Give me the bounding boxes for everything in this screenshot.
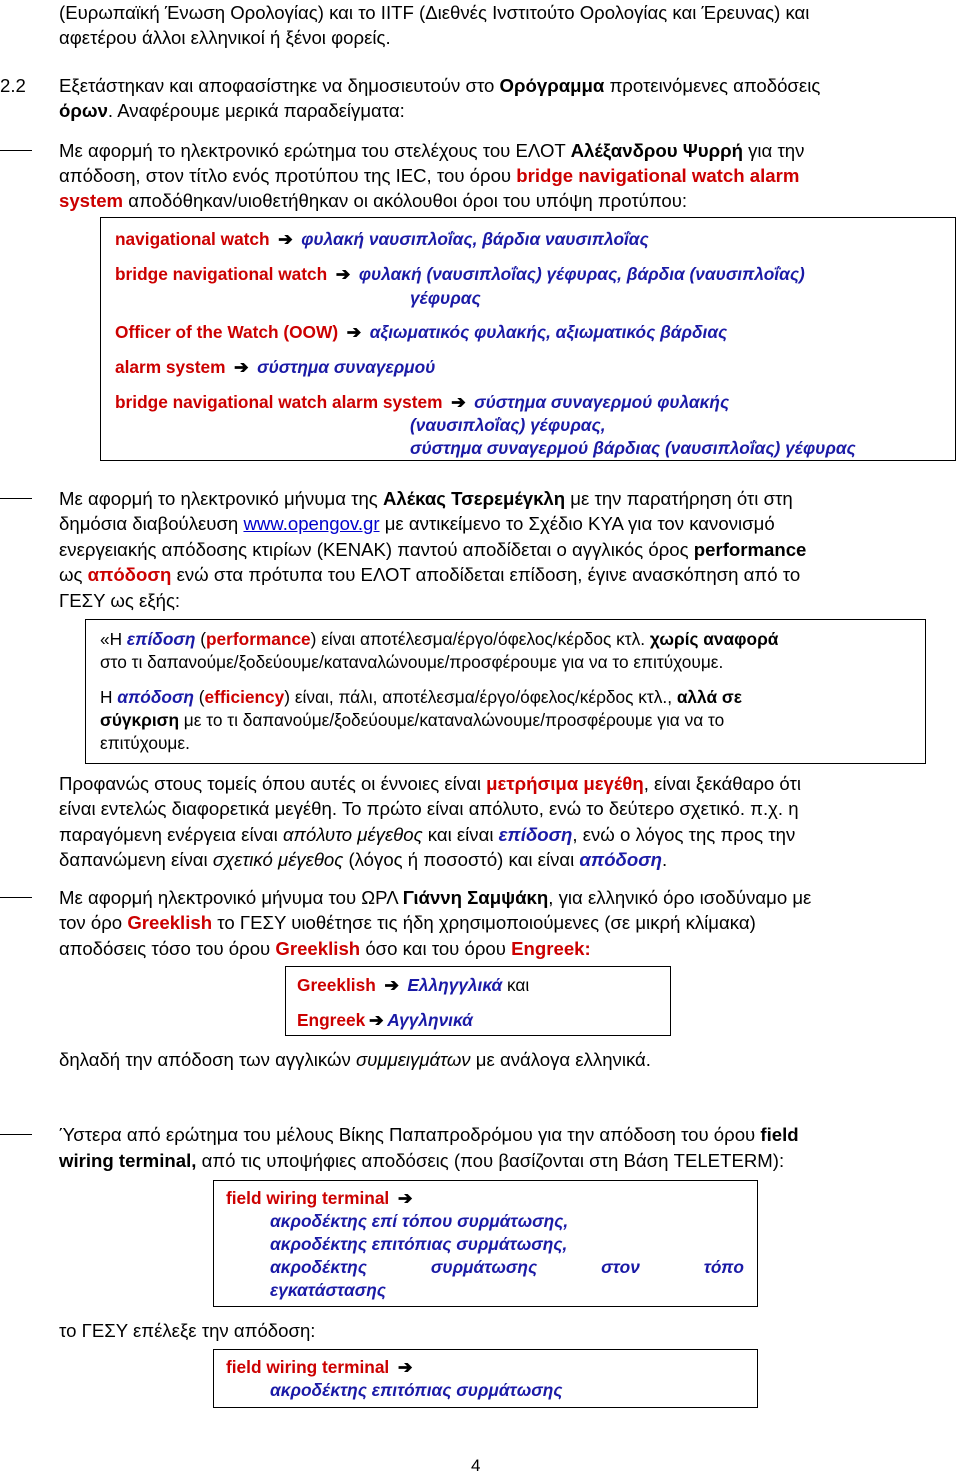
item1-line-2: απόδοση, στον τίτλο ενός προτύπου της IEC, του όρου bridge navigational watch alarm: [59, 165, 800, 186]
list-dash: [0, 1134, 32, 1135]
section-number: 2.2: [0, 75, 26, 96]
item4-line-1: Ύστερα από ερώτημα του μέλους Βίκης Παπαπροδρόμου για την απόδοση του όρου field: [59, 1124, 799, 1145]
item2-para-line-3: παραγόμενη ενέργεια είναι απόλυτο μέγεθος και είναι επίδοση, ενώ ο λόγος της προς την: [59, 824, 796, 845]
term-row: navigational watch ➔ φυλακή ναυσιπλοΐας, βάρδια ναυσιπλοΐας: [115, 229, 649, 249]
candidates-head: field wiring terminal ➔: [226, 1187, 416, 1210]
item2-line-4: ως απόδοση ενώ στα πρότυπα του ΕΛΟΤ αποδίδεται επίδοση, έγινε ανασκόπηση από το: [59, 564, 801, 585]
item2-para-line-1: Προφανώς στους τομείς όπου αυτές οι έννοιες είναι μετρήσιμα μεγέθη, είναι ξεκάθαρο ότι: [59, 773, 801, 794]
section-2-2-line-2: όρων. Αναφέρουμε μερικά παραδείγματα:: [59, 100, 405, 121]
right-arrow-icon: ➔: [278, 229, 293, 249]
list-dash: [0, 498, 32, 499]
page-number: 4: [471, 1456, 481, 1475]
item2-line-3: ενεργειακής απόδοσης κτιρίων (ΚΕΝΑΚ) παντού αποδίδεται ο αγγλικός όρος performance: [59, 539, 807, 560]
greeklish-row: Greeklish ➔ Ελληγγλικά και: [297, 975, 530, 995]
quote-2-line-3: επιτύχουμε.: [100, 733, 190, 753]
item2-line-1: Με αφορμή το ηλεκτρονικό μήνυμα της Αλέκας Τσερεμέγκλη με την παρατήρηση ότι στη: [59, 488, 793, 509]
item3-line-3: αποδόσεις τόσο του όρου Greeklish όσο και του όρου Engreek:: [59, 938, 591, 959]
item2-line-5: ΓΕΣΥ ως εξής:: [59, 590, 181, 611]
chosen-line: ακροδέκτης επιτόπιας συρμάτωσης: [270, 1380, 563, 1400]
right-arrow-icon: ➔: [451, 392, 466, 412]
candidate-line: ακροδέκτης επί τόπου συρμάτωσης,: [270, 1211, 569, 1231]
right-arrow-icon: ➔: [234, 357, 249, 377]
right-arrow-icon: ➔: [368, 1010, 384, 1030]
engreek-row: Engreek ➔ Αγγληνικά: [297, 1010, 473, 1030]
candidate-line: εγκατάστασης: [270, 1280, 386, 1300]
quote-2-line-2: σύγκριση με το τι δαπανούμε/ξοδεύουμε/καταναλώνουμε/προσφέρουμε για να το: [100, 710, 725, 730]
item3-line-1: Με αφορμή ηλεκτρονικό μήνυμα του ΩΡΛ Γιάννη Σαμψάκη, για ελληνικό όρο ισοδύναμο με: [59, 887, 812, 908]
item4-chosen: το ΓΕΣΥ επέλεξε την απόδοση:: [59, 1320, 316, 1341]
list-dash: [0, 897, 32, 898]
item3-after: δηλαδή την απόδοση των αγγλικών συμμειγμάτων με ανάλογα ελληνικά.: [59, 1049, 651, 1070]
item4-line-2: wiring terminal, από τις υποψήφιες αποδόσεις (που βασίζονται στη Βάση TELETERM):: [59, 1150, 785, 1171]
term-row: Officer of the Watch (OOW) ➔ αξιωματικός φυλακής, αξιωματικός βάρδιας: [115, 322, 728, 342]
right-arrow-icon: ➔: [346, 322, 362, 342]
item2-line-2: δημόσια διαβούλευση www.opengov.gr με αντικείμενο το Σχέδιο ΚΥΑ για τον κανονισμό: [59, 513, 775, 534]
quote-1-line-1: «Η επίδοση (performance) είναι αποτέλεσμα/έργο/όφελος/κέρδος κτλ. χωρίς αναφορά: [100, 629, 779, 649]
right-arrow-icon: ➔: [397, 1188, 413, 1208]
term-row: bridge navigational watch ➔ φυλακή (ναυσιπλοΐας) γέφυρας, βάρδια (ναυσιπλοΐας): [115, 264, 805, 284]
quote-2-line-1: Η απόδοση (efficiency) είναι, πάλι, αποτέλεσμα/έργο/όφελος/κέρδος κτλ., αλλά σε: [100, 687, 742, 707]
term-row-cont: γέφυρας: [410, 288, 481, 308]
candidate-line: ακροδέκτης επιτόπιας συρμάτωσης,: [270, 1234, 568, 1254]
list-dash: [0, 150, 32, 151]
item2-para-line-4: δαπανώμενη είναι σχετικό μέγεθος (λόγος ή ποσοστό) και είναι απόδοση.: [59, 849, 668, 870]
term-row: bridge navigational watch alarm system ➔ σύστημα συναγερμού φυλακής: [115, 392, 730, 412]
term-row-cont: σύστημα συναγερμού βάρδιας (ναυσιπλοΐας) γέφυρας: [410, 438, 856, 458]
right-arrow-icon: ➔: [397, 1357, 413, 1377]
term-row-cont: (ναυσιπλοΐας) γέφυρας,: [410, 415, 606, 435]
intro-line-2: αφετέρου άλλοι ελληνικοί ή ξένοι φορείς.: [59, 27, 391, 48]
chosen-head: field wiring terminal ➔: [226, 1356, 416, 1379]
item1-line-1: Με αφορμή το ηλεκτρονικό ερώτημα του στελέχους του ΕΛΟΤ Αλέξανδρου Ψυρρή για την: [59, 140, 805, 161]
right-arrow-icon: ➔: [384, 975, 399, 995]
candidate-line: ακροδέκτης συρμάτωσης στον τόπο: [270, 1257, 744, 1277]
item3-line-2: τον όρο Greeklish το ΓΕΣΥ υιοθέτησε τις ήδη χρησιμοποιούμενες (σε μικρή κλίμακα): [59, 912, 756, 933]
opengov-link[interactable]: www.opengov.gr: [243, 513, 380, 534]
term-row: alarm system ➔ σύστημα συναγερμού: [115, 357, 436, 377]
quote-1-line-2: στο τι δαπανούμε/ξοδεύουμε/καταναλώνουμε/προσφέρουμε για να το επιτύχουμε.: [100, 652, 724, 672]
right-arrow-icon: ➔: [335, 264, 351, 284]
section-2-2-line-1: Εξετάστηκαν και αποφασίστηκε να δημοσιευτούν στο Ορόγραμμα προτεινόμενες αποδόσεις: [59, 75, 821, 96]
item1-line-3: system αποδόθηκαν/υιοθετήθηκαν οι ακόλουθοι όροι του υπόψη προτύπου:: [59, 190, 688, 211]
item2-para-line-2: είναι εντελώς διαφορετικά μεγέθη. Το πρώτο είναι απόλυτο, ενώ το δεύτερο σχετικό. π.χ. η: [59, 798, 799, 819]
intro-line-1: (Ευρωπαϊκή Ένωση Ορολογίας) και το IITF (Διεθνές Ινστιτούτο Ορολογίας και Έρευνας) και: [59, 2, 810, 23]
